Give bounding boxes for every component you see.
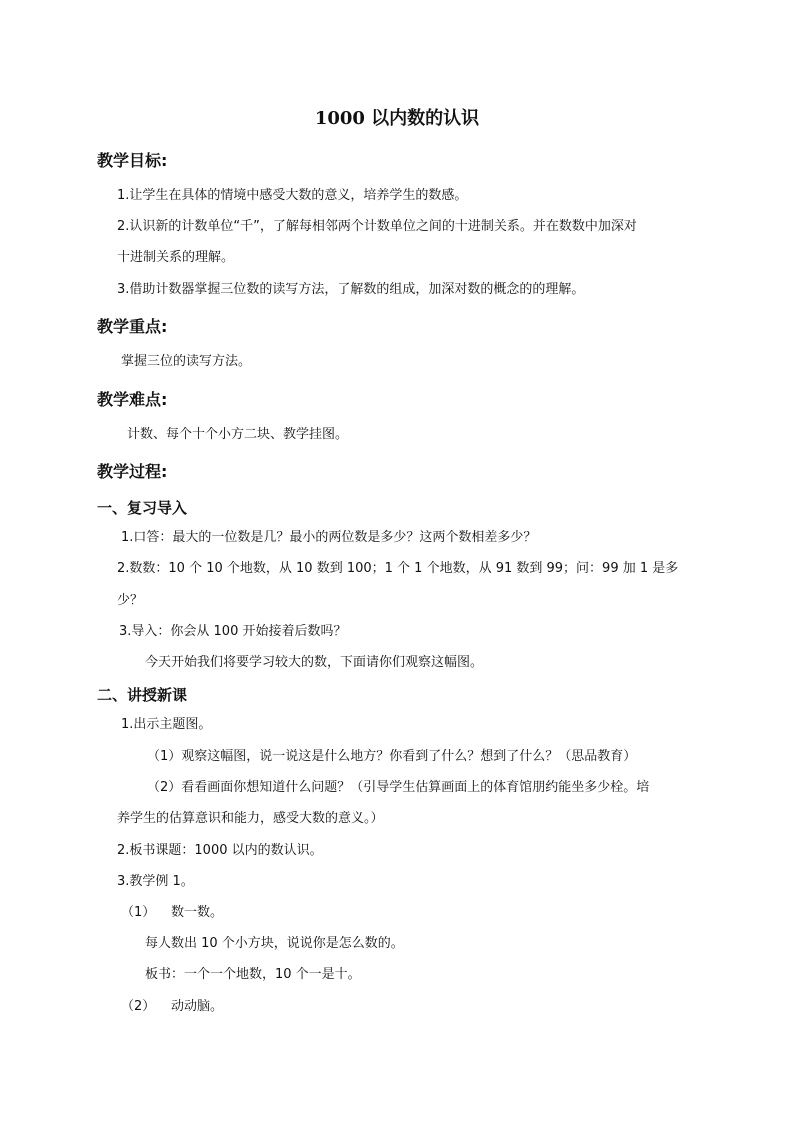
part-1-heading: 一、复习导入 [97, 499, 188, 517]
example-step-1-detail-a: 每人数出 10 个小方块，说说你是怎么数的。 [145, 936, 404, 951]
example-step-1-detail-b: 板书：一个一个地数，10 个一是十。 [145, 967, 361, 982]
example-step-1-number: （1） [121, 905, 156, 920]
example-step-1-text: 数一数。 [171, 905, 224, 920]
key-text: 掌握三位的读写方法。 [121, 354, 252, 369]
process-heading: 教学过程: [97, 462, 168, 481]
part-1-item-2-line-2: 少？ [117, 593, 144, 608]
part-2-item-2: 2.板书课题：1000 以内的数认识。 [117, 843, 323, 858]
page-title: 1000 以内数的认识 [314, 108, 480, 129]
example-step-2-number: （2） [121, 999, 156, 1014]
part-2-heading: 二、讲授新课 [97, 686, 188, 704]
part-1-item-2-line-1: 2.数数：10 个 10 个地数，从 10 数到 100；1 个 1 个地数，从 91 数到 99；问：99 加 1 是多 [117, 561, 679, 576]
part-1-item-3: 3.导入：你会从 100 开始接着后数吗？ [119, 624, 347, 639]
goal-2-line-2: 十进制关系的理解。 [117, 250, 235, 265]
example-step-2-text: 动动脑。 [171, 999, 224, 1014]
part-2-item-1a: （1）观察这幅图，说一说这是什么地方？你看到了什么？想到了什么？（思品教育） [147, 749, 637, 764]
part-2-item-1b-line-2: 养学生的估算意识和能力，感受大数的意义。） [117, 811, 384, 826]
goal-1: 1.让学生在具体的情境中感受大数的意义，培养学生的数感。 [117, 188, 468, 203]
part-1-item-1: 1.口答：最大的一位数是几？最小的两位数是多少？这两个数相差多少？ [121, 530, 537, 545]
goal-3: 3.借助计数器掌握三位数的读写方法，了解数的组成，加深对数的概念的的理解。 [117, 282, 585, 297]
goals-heading: 教学目标: [97, 151, 168, 170]
part-2-item-1: 1.出示主题图。 [121, 717, 212, 732]
part-2-item-1b-line-1: （2）看看画面你想知道什么问题？（引导学生估算画面上的体育馆朋约能坐多少栓。培 [147, 780, 650, 795]
part-2-item-3: 3.教学例 1。 [117, 874, 194, 889]
goal-2-line-1: 2.认识新的计数单位“千”，了解每相邻两个计数单位之间的十进制关系。并在数数中加深对 [117, 219, 637, 234]
difficulty-heading: 教学难点: [97, 390, 168, 409]
key-heading: 教学重点: [97, 317, 168, 336]
difficulty-text: 计数、每个十个小方二块、教学挂图。 [127, 427, 349, 442]
part-1-item-3-detail: 今天开始我们将要学习较大的数，下面请你们观察这幅图。 [145, 655, 484, 670]
